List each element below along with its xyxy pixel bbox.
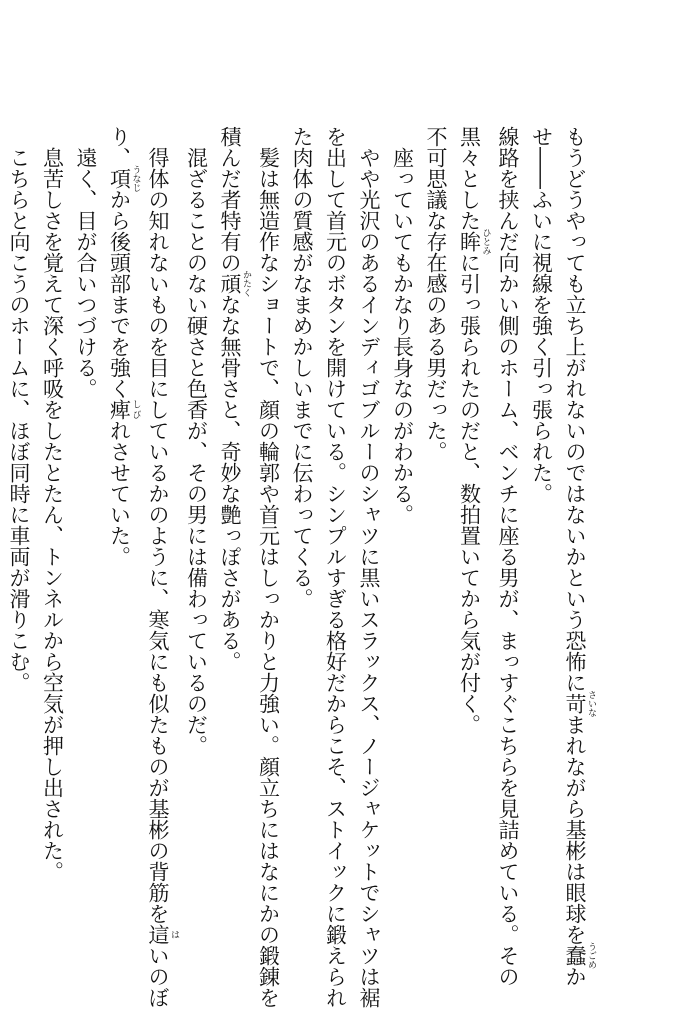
ruby-reading: は [169,924,179,945]
text-run: やや光沢のあるインディゴブルーのシャツに黒いスラックス、ノージャケットでシャツは裾 [357,126,381,1008]
vertical-text-body [2,126,597,1008]
text-line [385,126,419,976]
text-run: 積んだ者特有の [218,126,242,273]
text-line [35,126,69,976]
ruby-annotation [563,690,596,717]
text-run: 黒々とした [457,126,482,231]
ruby-annotation [146,924,179,945]
text-run: こちらと向こうのホームに、ほぼ同時に車両が滑りこむ。 [7,126,31,693]
ruby-reading: うごめ [586,942,596,969]
text-run: 混ざることのない硬さと色香が、その男には備わっているのだ。 [184,126,209,756]
text-line [102,126,141,976]
ruby-annotation [107,399,141,420]
ruby-annotation [563,942,596,969]
text-line [69,126,103,976]
ruby-annotation [218,270,251,297]
ruby-base: 頑 [218,270,242,297]
text-line [179,126,213,976]
text-run: まれながら基彬は眼球を [563,714,587,945]
text-run: り、 [107,126,132,168]
text-run: から後頭部までを強く [107,189,132,399]
text-run: 不可思議な存在感のある男だった。 [424,126,448,462]
ruby-reading: さいな [586,690,596,717]
text-line [141,126,180,1008]
text-run: せ――ふいに視線を強く引っ張られた。 [529,126,554,504]
text-line [452,126,491,976]
text-run: 髪は無造作なショートで、顔の輪郭や首元はしっかりと力強い。顔立ちにはなにかの鍛錬を [256,126,281,1008]
text-line [558,126,597,987]
ruby-annotation [457,228,491,255]
text-line [352,126,386,1008]
text-line [285,126,319,976]
text-line [318,126,352,1008]
ruby-base: 苛 [563,690,587,717]
text-run: れさせていた。 [107,420,132,567]
text-line [2,126,36,976]
text-run: 得体の知れないものを目にしているかのように、寒気にも似たものが基彬の背筋を [146,126,170,924]
ruby-base: 痺 [107,399,132,420]
text-run: 遠く、目が合いつづける。 [74,126,98,399]
text-run: を出して首元のボタンを開けている。シンプルすぎる格好だからこそ、ストイックに鍛えられ [323,126,348,1008]
ruby-reading: うなじ [130,165,141,192]
ruby-reading: ひとみ [480,228,491,255]
ruby-reading: しび [130,399,141,420]
text-run: 座っていてもかなり長身なのがわかる。 [390,126,415,525]
ruby-annotation [107,165,141,192]
text-line [491,126,525,987]
text-run: に引っ張られたのだと、数拍置いてから気が付く。 [457,252,482,735]
text-run: か [563,966,587,987]
text-run: いのぼ [146,945,170,1008]
text-run: もうどうやっても立ち上がれないのではないかという恐怖に [563,126,587,693]
ruby-base: 蠢 [563,942,587,969]
text-line [419,126,453,976]
text-run: なな無骨さと、奇妙な艶っぽさがある。 [218,294,242,672]
text-line [251,126,285,1008]
ruby-base: 項 [107,165,132,192]
text-run: た肉体の質感がなまめかしいまでに伝わってくる。 [290,126,314,609]
ruby-base: 這 [146,924,170,945]
ruby-base: 眸 [457,228,482,255]
text-line [524,126,558,976]
text-run: 息苦しさを覚えて深く呼吸をしたとたん、トンネルから空気が押し出された。 [40,126,65,882]
text-line [213,126,252,976]
ruby-reading: かたく [241,270,251,297]
text-run: 線路を挟んだ向かい側のホーム、ベンチに座る男が、まっすぐこちらを見詰めている。その [496,126,520,987]
